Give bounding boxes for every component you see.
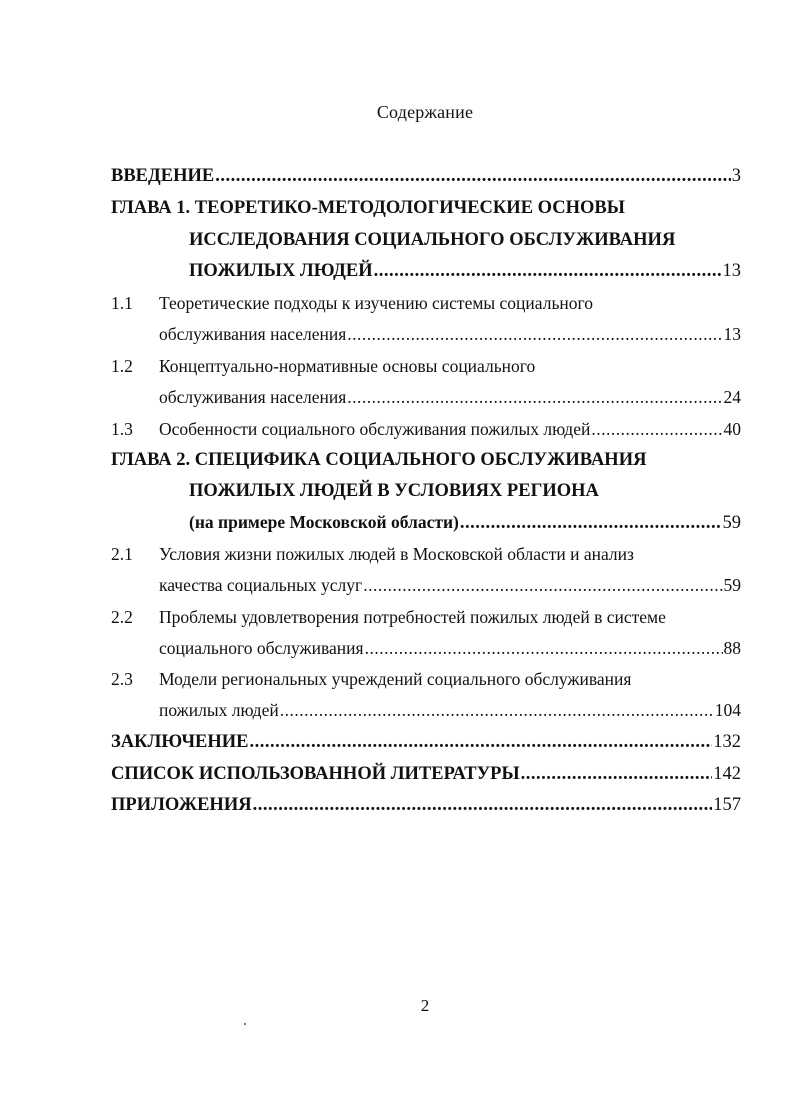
- toc-section-1-2-line-2: обслуживания населения ..... 24: [159, 386, 741, 408]
- section-number: 1.2: [111, 356, 133, 376]
- toc-entry-title: ЗАКЛЮЧЕНИЕ: [111, 732, 249, 752]
- scan-speck: [244, 1023, 246, 1025]
- page-title: Содержание: [376, 102, 474, 122]
- toc-page-number: 132: [713, 732, 741, 752]
- toc-entry-appendices: [111, 794, 741, 816]
- toc-page-number: 88: [723, 638, 741, 658]
- toc-section-2-2-line-1: Проблемы удовлетворения потребностей пожилых людей в системе: [159, 607, 666, 627]
- leader-dots: [365, 637, 723, 659]
- toc-page-number: 104: [714, 700, 741, 720]
- leader-dots: [347, 323, 722, 345]
- leader-dots: [374, 260, 722, 282]
- toc-section-1-3: Особенности социального обслуживания пожилых людей ..... 40: [159, 418, 741, 440]
- leader-dots: [591, 418, 722, 440]
- page-number: 2: [420, 996, 430, 1015]
- section-number: 1.3: [111, 419, 133, 439]
- leader-dots: [253, 794, 713, 816]
- leader-dots: [215, 165, 731, 187]
- toc-section-2-1-line-2: качества социальных услуг ..... 59: [159, 574, 741, 596]
- toc-section-2-3-line-1: Модели региональных учреждений социального обслуживания: [159, 669, 632, 689]
- toc-page-number: 24: [723, 387, 741, 407]
- toc-chapter-2-line-3: (на примере Московской области) ..... 59: [189, 511, 741, 534]
- toc-entry-bibliography: [111, 763, 741, 785]
- toc-chapter-1-line-1: ГЛАВА 1. ТЕОРЕТИКО-МЕТОДОЛОГИЧЕСКИЕ ОСНОВЫ: [111, 198, 625, 218]
- section-number: 2.2: [111, 607, 133, 627]
- leader-dots: [363, 574, 722, 596]
- toc-chapter-1-line-3: ПОЖИЛЫХ ЛЮДЕЙ ..... 13: [189, 260, 741, 282]
- toc-section-1-1-line-1: Теоретические подходы к изучению системы социального: [159, 293, 594, 313]
- leader-dots: [460, 512, 722, 534]
- toc-chapter-2-line-1: ГЛАВА 2. СПЕЦИФИКА СОЦИАЛЬНОГО ОБСЛУЖИВАНИЯ: [111, 450, 647, 470]
- section-number: 2.3: [111, 669, 133, 689]
- toc-page-number: 142: [713, 764, 741, 784]
- toc-entry-title: СПИСОК ИСПОЛЬЗОВАННОЙ ЛИТЕРАТУРЫ: [111, 764, 520, 784]
- toc-page-number: 59: [723, 575, 741, 595]
- toc-section-2-3-line-2: пожилых людей ..... 104: [159, 699, 741, 721]
- toc-page-number: 59: [722, 513, 741, 533]
- toc-section-1-1-line-2: обслуживания населения ..... 13: [159, 323, 741, 345]
- toc-page-number: 40: [723, 419, 741, 439]
- leader-dots: [280, 699, 714, 721]
- leader-dots: [250, 731, 713, 753]
- toc-section-2-2-line-2: социального обслуживания ..... 88: [159, 637, 741, 659]
- toc-section-1-2-line-1: Концептуально-нормативные основы социального: [159, 356, 536, 376]
- toc-entry-title: ВВЕДЕНИЕ: [111, 166, 215, 186]
- section-number: 1.1: [111, 293, 133, 313]
- toc-chapter-1-line-2: ИССЛЕДОВАНИЯ СОЦИАЛЬНОГО ОБСЛУЖИВАНИЯ: [189, 230, 676, 250]
- toc-entry-title: ПРИЛОЖЕНИЯ: [111, 795, 252, 815]
- toc-page-number: 157: [713, 795, 741, 815]
- leader-dots: [521, 763, 713, 785]
- toc-section-2-1-line-1: Условия жизни пожилых людей в Московской области и анализ: [159, 544, 634, 564]
- toc-chapter-2-line-2: ПОЖИЛЫХ ЛЮДЕЙ В УСЛОВИЯХ РЕГИОНА: [189, 481, 599, 501]
- leader-dots: [347, 386, 722, 408]
- toc-page-number: 3: [731, 166, 741, 186]
- toc-page-number: 13: [722, 261, 741, 281]
- toc-entry-intro: [111, 165, 741, 187]
- toc-entry-conclusion: [111, 731, 741, 753]
- section-number: 2.1: [111, 544, 133, 564]
- toc-page-number: 13: [723, 324, 741, 344]
